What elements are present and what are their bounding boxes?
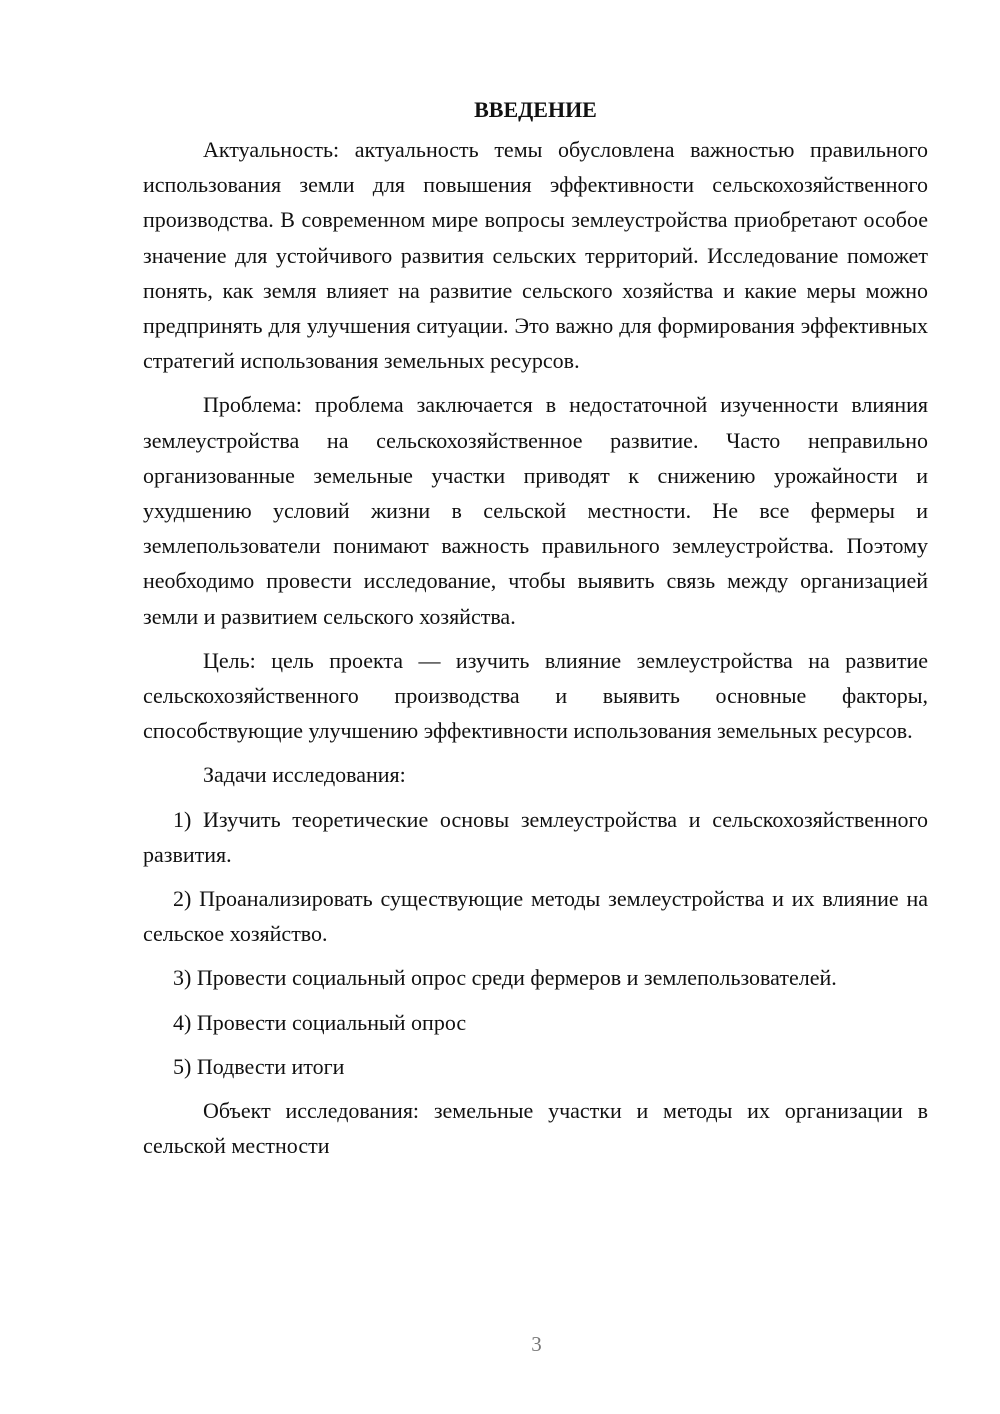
- task-item-3: 3) Провести социальный опрос среди фермеров и землепользователей.: [173, 965, 837, 991]
- task-item-4: 4) Провести социальный опрос: [173, 1009, 467, 1035]
- problem-paragraph: Проблема: проблема заключается в недостаточной изученности влияния землеустройства на сельскохозяйственное развитие. Часто неправильно организованные земельные участки приводят к снижению урожайности и ухудшению условий жизни в сельской местности. Не все фермеры и землепользователи понимают важность правильного землеустройства. Поэтому необходимо провести исследование, чтобы выявить связь между организацией земли и развитием сельского хозяйства.: [143, 392, 928, 629]
- section-title: ВВЕДЕНИЕ: [474, 97, 597, 122]
- page-number: 3: [531, 1332, 542, 1356]
- object-paragraph: Объект исследования: земельные участки и методы их организации в сельской местности: [143, 1098, 928, 1159]
- goal-paragraph: Цель: цель проекта — изучить влияние землеустройства на развитие сельскохозяйственного производства и выявить основные факторы, способствующие улучшению эффективности использования земельных ресурсов.: [143, 647, 928, 744]
- task-item-2: 2) Проанализировать существующие методы землеустройства и их влияние на сельское хозяйство.: [143, 886, 928, 947]
- document-page: [143, 92, 928, 1172]
- task-item-1: 1) Изучить теоретические основы землеустройства и сельскохозяйственного развития.: [143, 806, 928, 867]
- relevance-paragraph: Актуальность: актуальность темы обусловлена важностью правильного использования земли для повышения эффективности сельскохозяйственного производства. В современном мире вопросы землеустройства приобретают особое значение для устойчивого развития сельских территорий. Исследование поможет понять, как земля влияет на развитие сельского хозяйства и какие меры можно предпринять для улучшения ситуации. Это важно для формирования эффективных стратегий использования земельных ресурсов.: [143, 137, 928, 374]
- task-item-5: 5) Подвести итоги: [173, 1053, 345, 1079]
- tasks-heading: Задачи исследования:: [203, 762, 406, 788]
